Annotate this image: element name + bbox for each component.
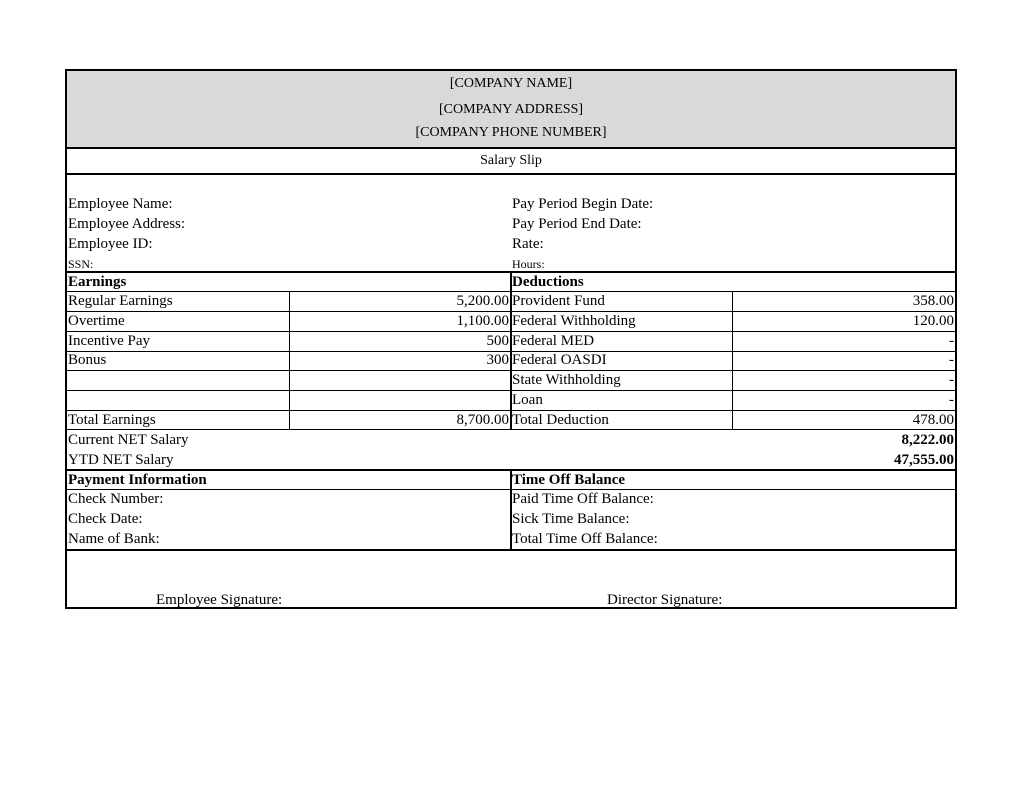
deduction-amount: - [949, 372, 954, 388]
deduction-amount: 358.00 [912, 293, 954, 309]
paid-time-off-label: Paid Time Off Balance: [512, 491, 654, 507]
grid-vline [732, 291, 733, 429]
earnings-label: Regular Earnings [68, 293, 173, 309]
time-off-heading: Time Off Balance [512, 472, 626, 488]
payment-heading: Payment Information [68, 472, 207, 488]
deduction-amount: 120.00 [912, 313, 954, 329]
total-deduction-amount: 478.00 [912, 412, 954, 428]
deduction-amount: - [949, 352, 954, 368]
deductions-heading: Deductions [512, 274, 584, 290]
company-header [67, 71, 955, 147]
check-date-label: Check Date: [68, 511, 143, 527]
ssn-label: SSN: [68, 257, 94, 271]
deduction-label: Federal OASDI [512, 352, 607, 368]
total-earnings-label: Total Earnings [68, 412, 156, 428]
earnings-label: Incentive Pay [68, 333, 151, 349]
deduction-amount: - [949, 392, 954, 408]
signature-top-rule [67, 549, 955, 551]
current-net-salary-amount: 8,222.00 [901, 432, 954, 448]
pay-period-begin-label: Pay Period Begin Date: [512, 196, 654, 212]
earnings-heading: Earnings [68, 274, 127, 290]
sick-time-label: Sick Time Balance: [512, 511, 630, 527]
employee-address-label: Employee Address: [68, 216, 186, 232]
company-name: [COMPANY NAME] [449, 76, 573, 91]
ytd-net-salary-amount: 47,555.00 [894, 452, 954, 468]
director-signature-label: Director Signature: [607, 592, 723, 608]
earnings-amount: 5,200.00 [456, 293, 509, 309]
employee-info [67, 173, 955, 272]
deduction-label: State Withholding [512, 372, 621, 388]
earnings-amount: 500 [486, 333, 509, 349]
deduction-label: Loan [512, 392, 543, 408]
total-earnings-amount: 8,700.00 [456, 412, 509, 428]
deduction-label: Federal Withholding [512, 313, 636, 329]
employee-name-label: Employee Name: [68, 196, 173, 212]
company-address: [COMPANY ADDRESS] [438, 102, 584, 117]
employee-signature-label: Employee Signature: [156, 592, 283, 608]
total-deduction-label: Total Deduction [512, 412, 609, 428]
salary-slip [65, 69, 957, 609]
earnings-amount: 300 [486, 352, 509, 368]
earnings-label: Bonus [68, 352, 107, 368]
deduction-amount: - [949, 333, 954, 349]
company-phone: [COMPANY PHONE NUMBER] [415, 125, 607, 140]
current-net-salary-label: Current NET Salary [68, 432, 189, 448]
ytd-net-salary-label: YTD NET Salary [68, 452, 174, 468]
check-number-label: Check Number: [68, 491, 164, 507]
total-time-off-label: Total Time Off Balance: [512, 531, 658, 547]
deduction-label: Federal MED [512, 333, 595, 349]
slip-title: Salary Slip [67, 147, 955, 175]
employee-id-label: Employee ID: [68, 236, 153, 252]
hours-label: Hours: [512, 257, 545, 271]
deduction-label: Provident Fund [512, 293, 605, 309]
grid-vline [289, 291, 290, 429]
earnings-label: Overtime [68, 313, 125, 329]
rate-label: Rate: [512, 236, 544, 252]
pay-period-end-label: Pay Period End Date: [512, 216, 642, 232]
earnings-amount: 1,100.00 [456, 313, 509, 329]
bank-name-label: Name of Bank: [68, 531, 160, 547]
